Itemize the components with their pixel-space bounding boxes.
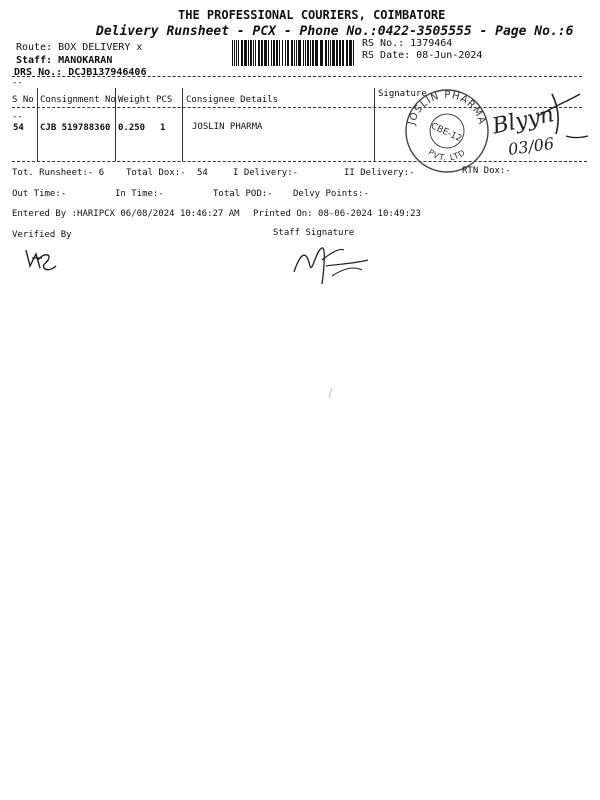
staff-line (16, 55, 112, 66)
company-stamp (402, 86, 492, 176)
rs-number: RS No.: 1379464 (362, 38, 453, 49)
verifier-initials-image (22, 246, 62, 276)
rule-top (12, 76, 582, 77)
row-pcs: 1 (160, 123, 166, 133)
total-dox-value: 54 (197, 168, 208, 178)
ii-delivery: II Delivery:- (344, 168, 415, 178)
stamp-top-text: JOSLIN PHARMA (406, 89, 488, 127)
out-time: Out Time:- (12, 189, 67, 199)
entered-by: Entered By :HARIPCX 06/08/2024 10:46:27 AM (12, 209, 240, 219)
svg-text:PVT. LTD (426, 148, 467, 163)
handwritten-date: 03/06 (506, 133, 556, 159)
col-sno: S No (12, 95, 34, 105)
row-consignment: CJB 519788360 (40, 123, 111, 133)
company-title: THE PROFESSIONAL COURIERS, COIMBATORE (178, 8, 446, 22)
col-consignment: Consignment No (40, 95, 116, 105)
route-line (16, 42, 142, 53)
drs-label: DRS No.: (14, 67, 63, 78)
col-consignee: Consignee Details (186, 95, 279, 105)
col-signature: Signature (378, 89, 427, 99)
row-sno: 54 (13, 123, 24, 133)
stamp-bottom-text: PVT. LTD (426, 147, 468, 163)
barcode (232, 40, 355, 66)
handwritten-name: Blyyn (490, 102, 557, 140)
staff-value: MANOKARAN (58, 55, 113, 66)
printed-on: Printed On: 08-06-2024 10:49:23 (253, 209, 421, 219)
staff-signature-image (292, 240, 372, 290)
delvy-points: Delvy Points:- (293, 189, 369, 199)
runsheet-subtitle: Delivery Runsheet - PCX - Phone No.:0422-3505555 - Page No.:6 (96, 24, 574, 39)
receiver-signature-image (480, 86, 590, 159)
svg-text:JOSLIN PHARMA (406, 90, 487, 127)
staff-signature-label: Staff Signature (273, 228, 355, 238)
total-dox-label: Total Dox:- (126, 168, 186, 178)
total-pod: Total POD:- (213, 189, 273, 199)
i-delivery: I Delivery:- (233, 168, 299, 178)
drs-value: DCJB137946406 (68, 67, 147, 78)
rule-bottom (12, 161, 587, 162)
rtn-dox: RTN Dox:- (462, 166, 511, 176)
route-value: BOX DELIVERY x (58, 42, 143, 53)
in-time: In Time:- (115, 189, 164, 199)
route-label: Route: (16, 42, 53, 53)
row-consignee: JOSLIN PHARMA (192, 122, 263, 132)
stamp-center-text: CBE-12 (429, 121, 464, 145)
rs-date: RS Date: 08-Jun-2024 (362, 50, 483, 61)
tot-runsheet: Tot. Runsheet:- 6 (12, 168, 105, 178)
staff-label: Staff: (16, 55, 53, 66)
col-pcs: PCS (156, 95, 173, 105)
col-weight: Weight (118, 95, 151, 105)
verified-by: Verified By (12, 230, 72, 240)
row-weight: 0.250 (118, 123, 146, 133)
